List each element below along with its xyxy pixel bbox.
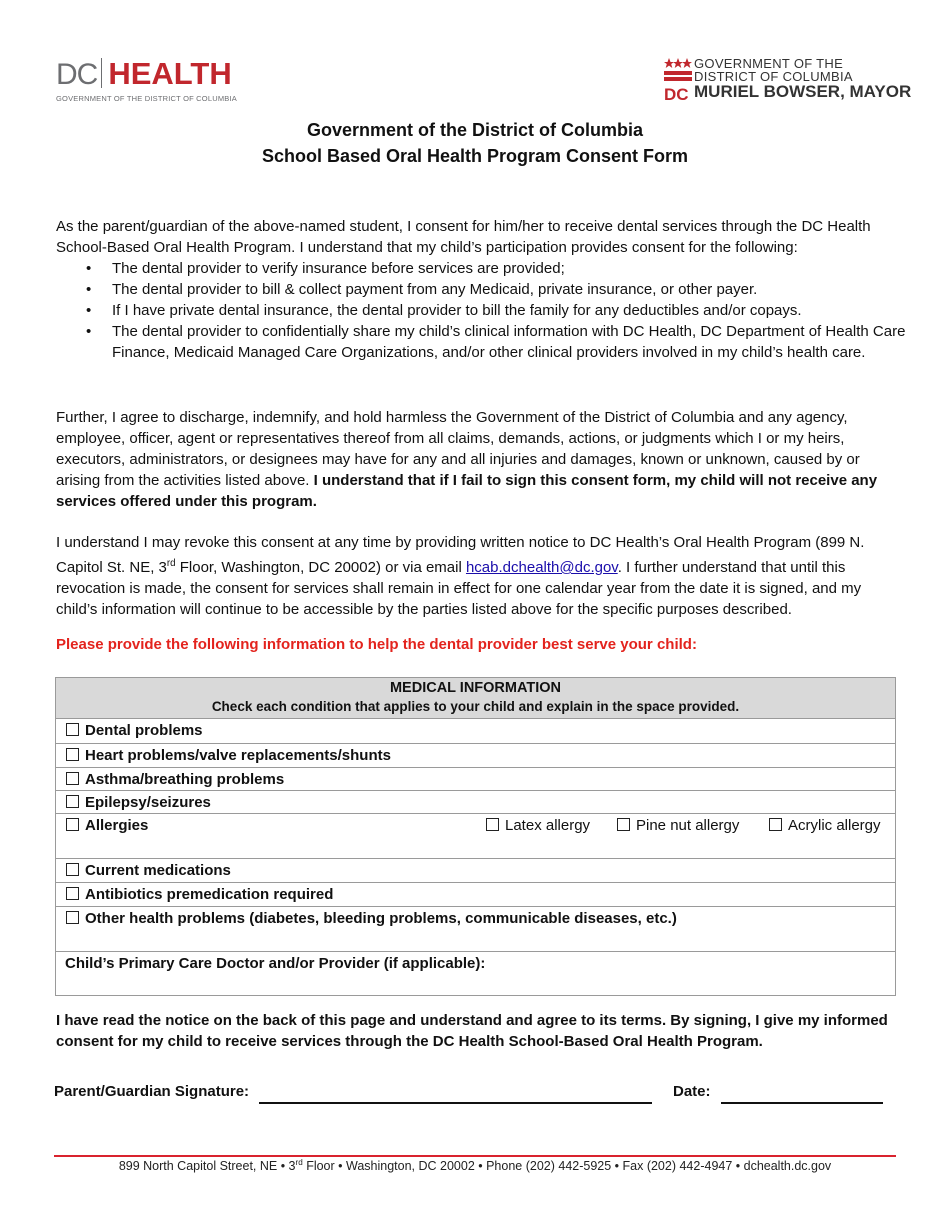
revoke-sup: rd	[166, 558, 176, 569]
consent-bullet: • The dental provider to confidentially share my child’s clinical information with DC Health, DC Department of Health Care Finance, Medicaid Managed Care Organizations, and/or other clinical providers involved in my child’s health care.	[112, 321, 950, 363]
condition-label: Heart problems/valve replacements/shunts	[85, 747, 391, 764]
footer-divider	[54, 1155, 896, 1157]
epilepsy-checkbox[interactable]	[66, 795, 79, 808]
condition-label: Current medications	[85, 862, 231, 879]
primary-care-provider-row[interactable]	[56, 952, 895, 995]
info-request-note: Please provide the following information to help the dental provider best serve your child:	[56, 636, 697, 653]
consent-bullet: • The dental provider to bill & collect payment from any Medicaid, private insurance, or other payer.	[112, 279, 950, 300]
email-link[interactable]: hcab.dchealth@dc.gov	[465, 559, 618, 576]
form-title-line2: School Based Oral Health Program Consent Form	[261, 146, 689, 166]
allergy-option-label: Latex allergy	[505, 817, 591, 834]
logo-dc-text: DC	[56, 58, 98, 91]
allergy-option-label: Acrylic allergy	[788, 817, 881, 834]
medical-information-table	[55, 677, 896, 996]
agreement-statement: I have read the notice on the back of this page and understand and agree to its terms. By signing, I give my informed consent for my child to receive services through the DC Health School-Based Oral Health Program.	[56, 1012, 888, 1050]
footer-text-b: Floor • Washington, DC 20002 • Phone (202) 442-5925 • Fax (202) 442-4947 • dchealth.dc.gov	[302, 1159, 832, 1174]
other-health-problems-checkbox[interactable]	[66, 911, 79, 924]
logo-health-text: HEALTH	[108, 56, 232, 91]
date-field[interactable]	[721, 1102, 883, 1104]
dc-flag-emblem-icon	[664, 56, 692, 102]
gov-logo-line1: GOVERNMENT OF THE	[694, 56, 844, 71]
allergy-option-label: Pine nut allergy	[636, 817, 740, 834]
condition-label: Allergies	[85, 817, 149, 834]
condition-label: Antibiotics premedication required	[85, 886, 334, 903]
condition-row-other	[56, 907, 895, 952]
medications-checkbox[interactable]	[66, 863, 79, 876]
revoke-text-a: I understand I may revoke this consent at any time by providing written notice to DC Health’s Oral Health Program (899 N. Capitol St. NE, 3	[56, 534, 865, 576]
release-paragraph	[56, 407, 894, 512]
condition-row-dental	[56, 719, 895, 744]
condition-row-heart	[56, 744, 895, 768]
logo-tagline: GOVERNMENT OF THE DISTRICT OF COLUMBIA	[56, 94, 237, 103]
condition-label: Dental problems	[85, 722, 203, 739]
condition-label: Asthma/breathing problems	[85, 771, 285, 788]
medical-table-title: MEDICAL INFORMATION	[389, 680, 562, 696]
condition-label: Other health problems (diabetes, bleeding problems, communicable diseases, etc.)	[85, 910, 677, 927]
condition-label: Epilepsy/seizures	[85, 794, 211, 811]
consent-bullet-list	[56, 258, 950, 363]
svg-text:DC: DC	[664, 85, 689, 102]
asthma-checkbox[interactable]	[66, 772, 79, 785]
footer-contact	[0, 1158, 950, 1173]
release-text: Further, I agree to discharge, indemnify, and hold harmless the Government of the District of Columbia and any agency, employee, officer, agent or representatives thereof from all claims, demands, actions, or judgments which I or my heirs, executors, administrators, or designees may have for any and all injuries and damages, known or unknown, caused by or arising from the activities listed above.	[56, 409, 860, 489]
form-title-line1: Government of the District of Columbia	[306, 120, 644, 140]
signature-label: Parent/Guardian Signature:	[54, 1083, 250, 1100]
condition-row-medications	[56, 859, 895, 883]
revoke-paragraph	[56, 532, 894, 620]
condition-row-allergies	[56, 814, 895, 859]
revoke-text-b: Floor, Washington, DC 20002) or via email	[175, 559, 466, 576]
dc-health-logo	[56, 56, 237, 103]
latex-allergy-checkbox[interactable]	[486, 818, 499, 831]
gov-logo-line2: DISTRICT OF COLUMBIA	[694, 69, 853, 84]
release-bold-text: I understand that if I fail to sign this consent form, my child will not receive any services offered under this program.	[56, 472, 878, 510]
signature-field[interactable]	[259, 1102, 652, 1104]
condition-row-epilepsy	[56, 791, 895, 814]
acrylic-allergy-checkbox[interactable]	[769, 818, 782, 831]
allergies-checkbox[interactable]	[66, 818, 79, 831]
footer-text-a: 899 North Capitol Street, NE • 3	[118, 1159, 296, 1174]
condition-row-asthma	[56, 768, 895, 791]
date-label: Date:	[673, 1083, 711, 1100]
revoke-text-c: . I further understand that until this revocation is made, the consent for services shall remain in effect for one calendar year from the date it is signed, and my child’s information will continue to be accessible by the parties listed above for the specific purposes described.	[56, 559, 862, 618]
heart-problems-checkbox[interactable]	[66, 748, 79, 761]
pine-nut-allergy-checkbox[interactable]	[617, 818, 630, 831]
primary-care-provider-label: Child’s Primary Care Doctor and/or Provider (if applicable):	[65, 955, 486, 972]
consent-bullet: • The dental provider to verify insurance before services are provided;	[112, 258, 950, 279]
medical-table-header	[56, 678, 895, 719]
condition-row-antibiotics	[56, 883, 895, 907]
logo-divider	[101, 58, 102, 88]
consent-bullet: • If I have private dental insurance, the dental provider to bill the family for any deductibles and/or copays.	[112, 300, 950, 321]
gov-logo-mayor: MURIEL BOWSER, MAYOR	[694, 82, 912, 101]
antibiotics-checkbox[interactable]	[66, 887, 79, 900]
footer-sup: rd	[295, 1158, 303, 1167]
dental-problems-checkbox[interactable]	[66, 723, 79, 736]
medical-table-subtitle: Check each condition that applies to your child and explain in the space provided.	[211, 699, 740, 714]
consent-intro: As the parent/guardian of the above-named student, I consent for him/her to receive dental services through the DC Health School-Based Oral Health Program. I understand that my child’s participation provides consent for the following:	[56, 218, 871, 256]
